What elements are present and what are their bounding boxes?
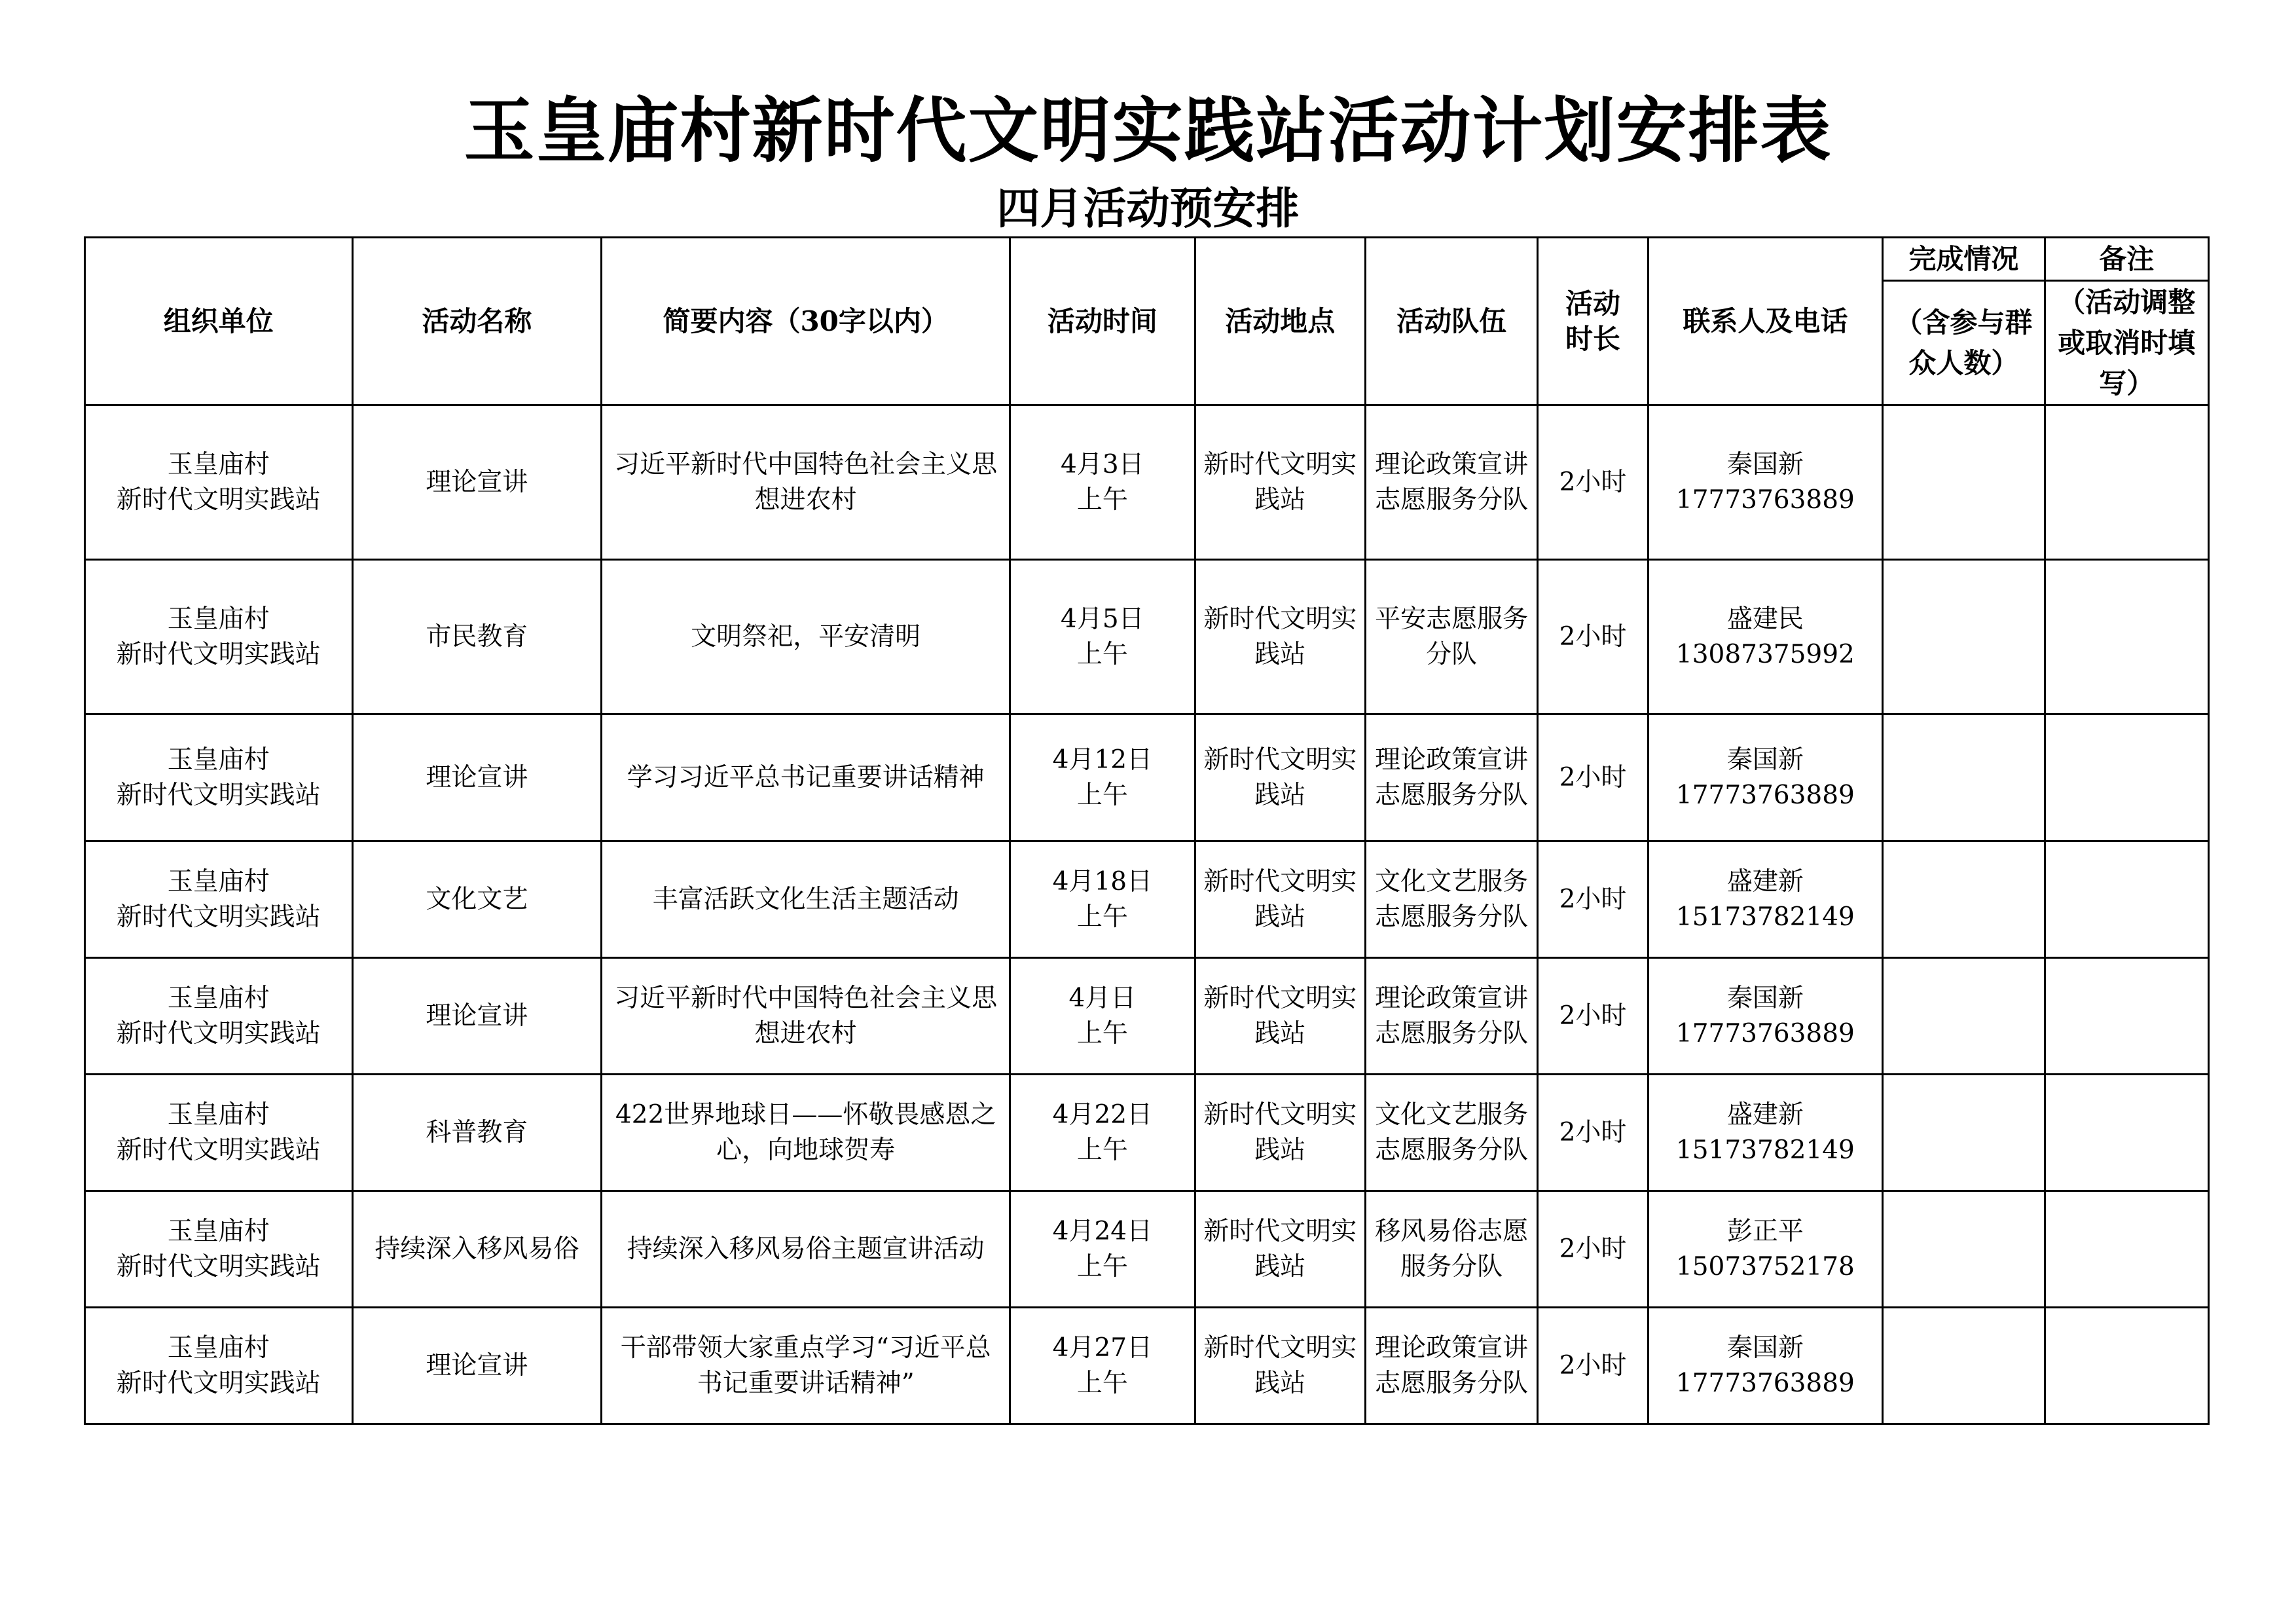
cell-org-station: 新时代文明实践站: [116, 639, 321, 669]
cell-contact: [1648, 560, 1883, 714]
cell-contact-phone: 17773763889: [1675, 1368, 1855, 1398]
table-row: [85, 405, 2209, 560]
cell-remark[interactable]: [2045, 560, 2208, 714]
cell-content: 干部带领大家重点学习“习近平总书记重要讲话精神”: [602, 1308, 1010, 1424]
cell-org-station: 新时代文明实践站: [116, 780, 321, 810]
header-row: [85, 238, 2209, 281]
cell-org-village: 玉皇庙村: [167, 449, 270, 479]
cell-contact-phone: 17773763889: [1675, 780, 1855, 810]
table-row: [85, 841, 2209, 958]
cell-contact-phone: 17773763889: [1675, 1018, 1855, 1048]
cell-date: 4月18日: [1052, 866, 1153, 896]
cell-org-station: 新时代文明实践站: [116, 485, 321, 515]
cell-date: 4月27日: [1052, 1333, 1153, 1363]
cell-contact: [1648, 841, 1883, 958]
cell-content: 持续深入移风易俗主题宣讲活动: [602, 1191, 1010, 1308]
cell-org: [85, 714, 353, 841]
cell-date: 4月24日: [1052, 1216, 1153, 1246]
cell-remark[interactable]: [2045, 1308, 2208, 1424]
cell-org: [85, 1308, 353, 1424]
cell-contact: [1648, 405, 1883, 560]
page-subtitle: 四月活动预安排: [996, 183, 1300, 234]
cell-period: 上午: [1076, 1135, 1128, 1165]
cell-content: 学习习近平总书记重要讲话精神: [602, 714, 1010, 841]
cell-date: 4月12日: [1052, 745, 1153, 775]
cell-time: [1010, 958, 1195, 1075]
cell-duration: 2小时: [1538, 841, 1648, 958]
cell-contact-name: 盛建新: [1726, 1099, 1804, 1130]
cell-completion[interactable]: [1883, 958, 2045, 1075]
cell-duration: 2小时: [1538, 405, 1648, 560]
header-remark: 备注: [2045, 238, 2208, 281]
header-duration: [1538, 238, 1648, 405]
cell-contact-phone: 13087375992: [1675, 639, 1855, 669]
header-place: 活动地点: [1195, 238, 1365, 405]
cell-team: 平安志愿服务分队: [1365, 560, 1537, 714]
header-org: 组织单位: [85, 238, 353, 405]
cell-org-station: 新时代文明实践站: [116, 1368, 321, 1398]
header-completion: 完成情况: [1883, 238, 2045, 281]
cell-duration: 2小时: [1538, 560, 1648, 714]
cell-place: 新时代文明实践站: [1195, 841, 1365, 958]
cell-contact-phone: 15073752178: [1675, 1251, 1855, 1282]
cell-team: 文化文艺服务志愿服务分队: [1365, 1075, 1537, 1191]
cell-org-station: 新时代文明实践站: [116, 1251, 321, 1282]
cell-contact: [1648, 714, 1883, 841]
cell-contact-name: 盛建民: [1726, 604, 1804, 634]
cell-org-station: 新时代文明实践站: [116, 1135, 321, 1165]
cell-duration: 2小时: [1538, 1191, 1648, 1308]
cell-team: 文化文艺服务志愿服务分队: [1365, 841, 1537, 958]
cell-team: 理论政策宣讲志愿服务分队: [1365, 958, 1537, 1075]
cell-time: [1010, 405, 1195, 560]
cell-name: 理论宣讲: [352, 405, 602, 560]
cell-org: [85, 405, 353, 560]
cell-completion[interactable]: [1883, 560, 2045, 714]
cell-place: 新时代文明实践站: [1195, 405, 1365, 560]
header-name: 活动名称: [352, 238, 602, 405]
cell-name: 市民教育: [352, 560, 602, 714]
cell-remark[interactable]: [2045, 1191, 2208, 1308]
cell-name: 理论宣讲: [352, 958, 602, 1075]
cell-team: 理论政策宣讲志愿服务分队: [1365, 1308, 1537, 1424]
header-duration-line2: 时长: [1565, 322, 1620, 355]
cell-place: 新时代文明实践站: [1195, 560, 1365, 714]
cell-place: 新时代文明实践站: [1195, 714, 1365, 841]
cell-time: [1010, 560, 1195, 714]
table-row: [85, 1308, 2209, 1424]
table-row: [85, 1075, 2209, 1191]
cell-period: 上午: [1076, 1368, 1128, 1398]
cell-org: [85, 560, 353, 714]
cell-completion[interactable]: [1883, 405, 2045, 560]
cell-time: [1010, 1075, 1195, 1191]
cell-duration: 2小时: [1538, 1308, 1648, 1424]
cell-time: [1010, 1191, 1195, 1308]
cell-name: 理论宣讲: [352, 714, 602, 841]
cell-time: [1010, 1308, 1195, 1424]
table-row: [85, 958, 2209, 1075]
header-completion-note: （含参与群众人数）: [1883, 281, 2045, 405]
cell-date: 4月5日: [1061, 604, 1144, 634]
cell-name: 理论宣讲: [352, 1308, 602, 1424]
cell-duration: 2小时: [1538, 958, 1648, 1075]
page-title: 玉皇庙村新时代文明实践站活动计划安排表: [464, 90, 1832, 172]
cell-contact: [1648, 1308, 1883, 1424]
cell-completion[interactable]: [1883, 714, 2045, 841]
cell-contact: [1648, 1191, 1883, 1308]
cell-contact-phone: 17773763889: [1675, 485, 1855, 515]
cell-content: 丰富活跃文化生活主题活动: [602, 841, 1010, 958]
cell-completion[interactable]: [1883, 1308, 2045, 1424]
cell-content: 习近平新时代中国特色社会主义思想进农村: [602, 405, 1010, 560]
cell-org-village: 玉皇庙村: [167, 745, 270, 775]
cell-team: 理论政策宣讲志愿服务分队: [1365, 714, 1537, 841]
cell-contact-name: 盛建新: [1726, 866, 1804, 896]
cell-contact: [1648, 958, 1883, 1075]
header-contact: 联系人及电话: [1648, 238, 1883, 405]
cell-org-village: 玉皇庙村: [167, 1099, 270, 1130]
cell-contact-name: 秦国新: [1726, 1333, 1804, 1363]
cell-contact-name: 秦国新: [1726, 983, 1804, 1013]
cell-remark[interactable]: [2045, 405, 2208, 560]
cell-duration: 2小时: [1538, 714, 1648, 841]
cell-period: 上午: [1076, 639, 1128, 669]
cell-place: 新时代文明实践站: [1195, 958, 1365, 1075]
cell-date: 4月3日: [1061, 449, 1144, 479]
header-content: 简要内容（30字以内）: [602, 238, 1010, 405]
cell-period: 上午: [1076, 1251, 1128, 1282]
cell-team: 移风易俗志愿服务分队: [1365, 1191, 1537, 1308]
cell-org: [85, 1191, 353, 1308]
cell-place: 新时代文明实践站: [1195, 1308, 1365, 1424]
cell-contact-name: 彭正平: [1726, 1216, 1804, 1246]
cell-period: 上午: [1076, 485, 1128, 515]
table-row: [85, 714, 2209, 841]
cell-time: [1010, 841, 1195, 958]
cell-org-village: 玉皇庙村: [167, 866, 270, 896]
cell-contact-phone: 15173782149: [1675, 1135, 1855, 1165]
cell-content: 422世界地球日——怀敬畏感恩之心，向地球贺寿: [602, 1075, 1010, 1191]
cell-place: 新时代文明实践站: [1195, 1191, 1365, 1308]
cell-content: 习近平新时代中国特色社会主义思想进农村: [602, 958, 1010, 1075]
cell-org-village: 玉皇庙村: [167, 983, 270, 1013]
cell-date: 4月22日: [1052, 1099, 1153, 1130]
cell-date: 4月日: [1068, 983, 1137, 1013]
cell-place: 新时代文明实践站: [1195, 1075, 1365, 1191]
cell-time: [1010, 714, 1195, 841]
table-row: [85, 560, 2209, 714]
cell-remark[interactable]: [2045, 958, 2208, 1075]
header-team: 活动队伍: [1365, 238, 1537, 405]
cell-org-village: 玉皇庙村: [167, 604, 270, 634]
cell-org: [85, 958, 353, 1075]
cell-org: [85, 841, 353, 958]
table-row: [85, 1191, 2209, 1308]
cell-content: 文明祭祀，平安清明: [602, 560, 1010, 714]
cell-contact-phone: 15173782149: [1675, 902, 1855, 932]
cell-completion[interactable]: [1883, 841, 2045, 958]
cell-contact-name: 秦国新: [1726, 745, 1804, 775]
cell-contact-name: 秦国新: [1726, 449, 1804, 479]
cell-period: 上午: [1076, 780, 1128, 810]
cell-name: 文化文艺: [352, 841, 602, 958]
cell-org: [85, 1075, 353, 1191]
cell-duration: 2小时: [1538, 1075, 1648, 1191]
cell-remark[interactable]: [2045, 1075, 2208, 1191]
cell-team: 理论政策宣讲志愿服务分队: [1365, 405, 1537, 560]
cell-completion[interactable]: [1883, 1191, 2045, 1308]
header-time: 活动时间: [1010, 238, 1195, 405]
cell-remark[interactable]: [2045, 714, 2208, 841]
cell-org-station: 新时代文明实践站: [116, 1018, 321, 1048]
cell-period: 上午: [1076, 1018, 1128, 1048]
cell-name: 科普教育: [352, 1075, 602, 1191]
cell-org-village: 玉皇庙村: [167, 1333, 270, 1363]
cell-period: 上午: [1076, 902, 1128, 932]
cell-org-village: 玉皇庙村: [167, 1216, 270, 1246]
activity-plan-table: [84, 236, 2210, 1425]
cell-org-station: 新时代文明实践站: [116, 902, 321, 932]
cell-contact: [1648, 1075, 1883, 1191]
header-duration-line1: 活动: [1565, 287, 1620, 320]
cell-name: 持续深入移风易俗: [352, 1191, 602, 1308]
cell-remark[interactable]: [2045, 841, 2208, 958]
cell-completion[interactable]: [1883, 1075, 2045, 1191]
header-remark-note: （活动调整或取消时填写）: [2045, 281, 2208, 405]
